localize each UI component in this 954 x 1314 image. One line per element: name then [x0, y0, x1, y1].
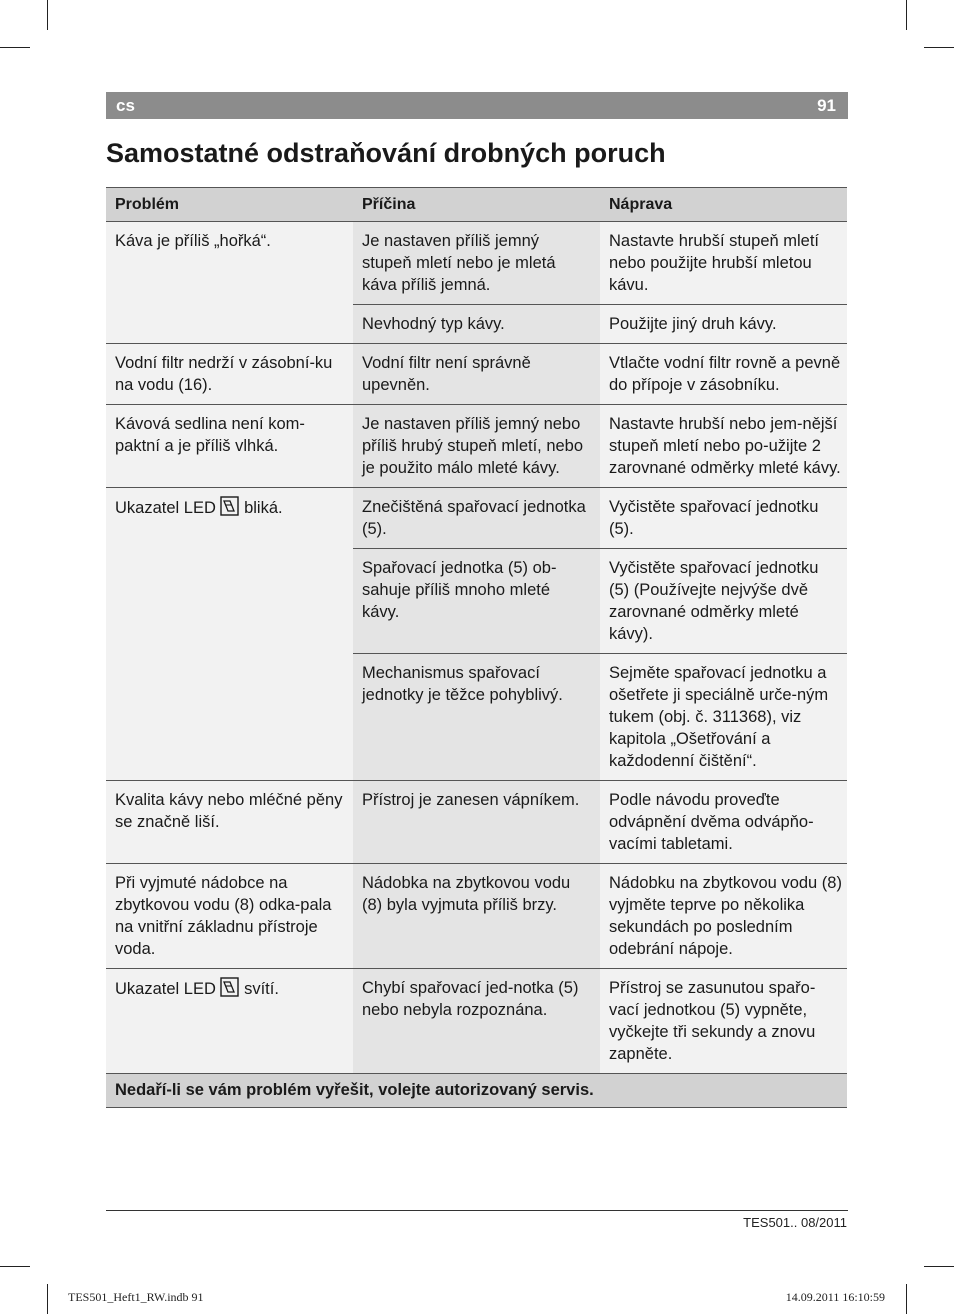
crop-mark — [47, 0, 48, 30]
table-row — [353, 969, 847, 1073]
crop-mark — [906, 1284, 907, 1314]
table-row-group — [106, 488, 847, 781]
table-row-group — [106, 781, 847, 864]
table-row — [353, 305, 847, 343]
table-row-group — [106, 222, 847, 344]
print-slug-timestamp: 14.09.2011 16:10:59 — [785, 1290, 885, 1304]
table-row — [353, 549, 847, 654]
remedy-cell: Přístroj se zasunutou spařo-vací jednotkou (5) vypněte, vyčkejte tři sekundy a znovu zapněte. — [600, 969, 847, 1073]
troubleshooting-table — [106, 187, 847, 1108]
brewing-unit-led-icon — [220, 977, 239, 997]
table-row — [353, 864, 847, 968]
problem-cell: Kávová sedlina není kom-paktní a je příliš vlhká. — [106, 405, 353, 487]
table-row — [353, 654, 847, 780]
cause-cell: Je nastaven příliš jemný nebo příliš hrubý stupeň mletí, nebo je použito málo mleté kávy. — [353, 405, 600, 487]
table-footer-note: Nedaří-li se vám problém vyřešit, volejte autorizovaný servis. — [106, 1074, 847, 1108]
remedy-cell: Sejměte spařovací jednotku a ošetřete ji speciálně urče-ným tukem (obj. č. 311368), viz kapitola „Ošetřování a každodenní čištění“. — [600, 654, 847, 780]
table-row-group — [106, 969, 847, 1074]
table-row-group — [106, 864, 847, 969]
cause-cell: Nádobka na zbytkovou vodu (8) byla vyjmuta příliš brzy. — [353, 864, 600, 968]
crop-mark — [924, 47, 954, 48]
crop-mark — [924, 1266, 954, 1267]
remedy-cell: Vyčistěte spařovací jednotku (5) (Používejte nejvýše dvě zarovnané odměrky mleté kávy). — [600, 549, 847, 653]
remedy-cell: Nastavte hrubší stupeň mletí nebo použijte hrubší mletou kávu. — [600, 222, 847, 304]
brewing-unit-led-icon — [220, 496, 239, 516]
page-number: 91 — [817, 96, 836, 115]
cause-cell: Nevhodný typ kávy. — [353, 305, 600, 343]
problem-cell — [106, 969, 353, 1073]
table-header — [106, 188, 847, 222]
cause-cell: Chybí spařovací jed-notka (5) nebo nebyla rozpoznána. — [353, 969, 600, 1073]
problem-text: svítí. — [244, 980, 279, 998]
remedy-cell: Nádobku na zbytkovou vodu (8) vyjměte teprve po několika sekundách po posledním odebrání nápoje. — [600, 864, 847, 968]
cause-cell: Spařovací jednotka (5) ob-sahuje příliš mnoho mleté kávy. — [353, 549, 600, 653]
column-header-remedy: Náprava — [609, 196, 673, 213]
crop-mark — [47, 1284, 48, 1314]
problem-cell: Káva je příliš „hořká“. — [106, 222, 353, 343]
problem-cell: Vodní filtr nedrží v zásobní-ku na vodu (16). — [106, 344, 353, 404]
remedy-cell: Podle návodu proveďte odvápnění dvěma odvápňo-vacími tabletami. — [600, 781, 847, 863]
cause-cell: Znečištěná spařovací jednotka (5). — [353, 488, 600, 548]
table-row-group — [106, 344, 847, 405]
column-header-cause: Příčina — [362, 196, 416, 213]
crop-mark — [906, 0, 907, 30]
remedy-cell: Vtlačte vodní filtr rovně a pevně do přípoje v zásobníku. — [600, 344, 847, 404]
column-header-problem: Problém — [115, 196, 180, 213]
remedy-cell: Vyčistěte spařovací jednotku (5). — [600, 488, 847, 548]
cause-cell: Mechanismus spařovací jednotky je těžce pohyblivý. — [353, 654, 600, 780]
problem-text: Ukazatel LED — [115, 980, 216, 998]
problem-cell: Při vyjmuté nádobce na zbytkovou vodu (8) odka-pala na vnitřní základnu přístroje voda. — [106, 864, 353, 968]
table-row — [353, 222, 847, 305]
page-title: Samostatné odstraňování drobných poruch — [106, 138, 666, 168]
crop-mark — [0, 1266, 30, 1267]
remedy-cell: Nastavte hrubší nebo jem-nější stupeň mletí nebo po-užijte 2 zarovnané odměrky mleté kávy. — [600, 405, 847, 487]
print-slug-file: TES501_Heft1_RW.indb 91 — [68, 1290, 204, 1304]
model-date: TES501.. 08/2011 — [743, 1215, 847, 1230]
cause-cell: Přístroj je zanesen vápníkem. — [353, 781, 600, 863]
table-row — [353, 405, 847, 487]
problem-text: bliká. — [244, 499, 283, 517]
language-code: cs — [116, 96, 135, 115]
remedy-cell: Použijte jiný druh kávy. — [600, 305, 847, 343]
problem-cell: Kvalita kávy nebo mléčné pěny se značně liší. — [106, 781, 353, 863]
table-row — [353, 344, 847, 404]
problem-text: Ukazatel LED — [115, 499, 216, 517]
table-row — [353, 488, 847, 549]
table-row-group — [106, 405, 847, 488]
crop-mark — [0, 47, 30, 48]
table-row — [353, 781, 847, 863]
cause-cell: Vodní filtr není správně upevněn. — [353, 344, 600, 404]
cause-cell: Je nastaven příliš jemný stupeň mletí nebo je mletá káva příliš jemná. — [353, 222, 600, 304]
problem-cell — [106, 488, 353, 780]
page-header-bar — [106, 92, 848, 119]
footer-rule — [106, 1210, 848, 1211]
